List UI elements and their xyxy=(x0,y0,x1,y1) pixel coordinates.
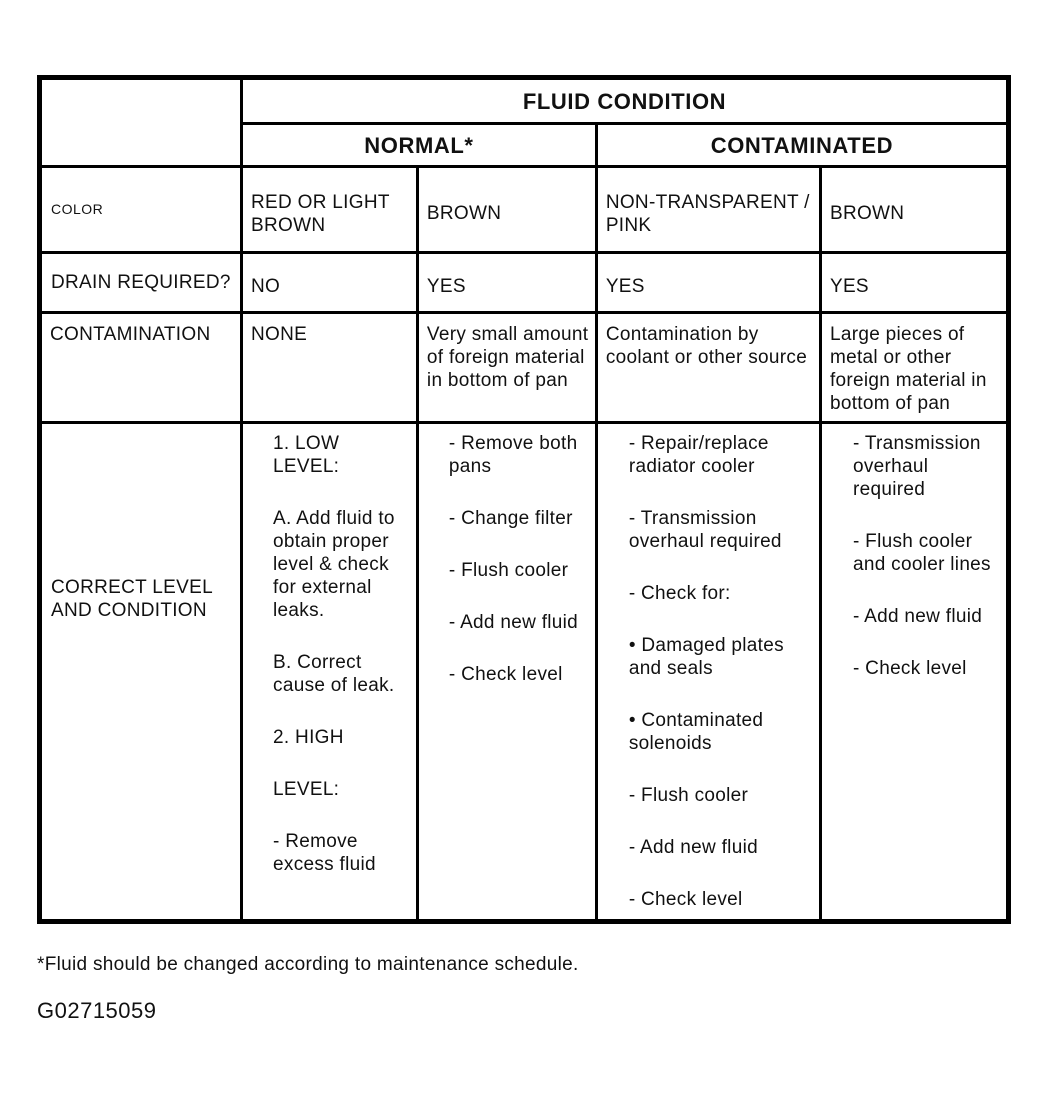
step-line: - Repair/replace radiator cooler xyxy=(628,433,769,477)
correct-row-label: CORRECT LEVEL AND CONDITION xyxy=(40,423,242,922)
step-line: - Transmission overhaul required xyxy=(628,508,782,552)
drain-row-label: DRAIN REQUIRED? xyxy=(40,253,242,313)
step-line: • Damaged plates and seals xyxy=(628,635,784,679)
step-line: - Flush cooler and cooler lines xyxy=(852,531,991,575)
normal-header: NORMAL* xyxy=(242,124,597,167)
fluid-condition-header: FLUID CONDITION xyxy=(242,78,1009,124)
step-line: - Add new fluid xyxy=(448,612,579,633)
step-line: 2. HIGH xyxy=(273,727,344,748)
step-line: - Check level xyxy=(628,889,743,910)
step-line: - Remove excess fluid xyxy=(273,831,376,875)
step-line: - Check for: xyxy=(628,583,731,604)
drain-contaminated-2: YES xyxy=(820,253,1008,313)
step-line: - Remove both pans xyxy=(448,433,578,477)
step-line: - Add new fluid xyxy=(852,606,983,627)
drain-normal-1: NO xyxy=(242,253,418,313)
color-contaminated-2: BROWN xyxy=(820,167,1008,253)
correct-normal-1 xyxy=(242,423,418,922)
blank-corner-cell xyxy=(40,78,242,167)
step-line: - Change filter xyxy=(448,508,573,529)
color-normal-1: RED OR LIGHT BROWN xyxy=(242,167,418,253)
footnote: *Fluid should be changed according to maintenance schedule. xyxy=(37,954,579,975)
step-line: B. Correct cause of leak. xyxy=(273,652,395,696)
step-line: LEVEL: xyxy=(273,779,340,800)
correct-contaminated-2 xyxy=(820,423,1008,922)
step-line: • Contaminated solenoids xyxy=(628,710,764,754)
step-line: - Flush cooler xyxy=(448,560,569,581)
fluid-condition-table xyxy=(37,75,1011,924)
correct-contaminated-1 xyxy=(596,423,820,922)
contamination-normal-1: NONE xyxy=(242,313,418,423)
figure-id: G02715059 xyxy=(37,998,157,1023)
contamination-normal-2: Very small amount of foreign material in bottom of pan xyxy=(417,313,596,423)
drain-normal-2: YES xyxy=(417,253,596,313)
correct-normal-2 xyxy=(417,423,596,922)
contamination-contaminated-2: Large pieces of metal or other foreign material in bottom of pan xyxy=(820,313,1008,423)
contamination-row-label: CONTAMINATION xyxy=(40,313,242,423)
step-line: A. Add fluid to obtain proper level & check for external leaks. xyxy=(273,508,395,621)
step-line: - Transmission overhaul required xyxy=(852,433,981,500)
color-contaminated-1: NON-TRANSPARENT / PINK xyxy=(596,167,820,253)
step-line: - Check level xyxy=(852,658,967,679)
contaminated-header: CONTAMINATED xyxy=(596,124,1008,167)
step-line: - Add new fluid xyxy=(628,837,758,858)
step-line: - Check level xyxy=(448,664,563,685)
color-normal-2: BROWN xyxy=(417,167,596,253)
step-line: 1. LOW LEVEL: xyxy=(273,433,340,477)
drain-contaminated-1: YES xyxy=(596,253,820,313)
color-row-label: COLOR xyxy=(40,167,242,253)
step-line: - Flush cooler xyxy=(628,785,749,806)
contamination-contaminated-1: Contamination by coolant or other source xyxy=(596,313,820,423)
